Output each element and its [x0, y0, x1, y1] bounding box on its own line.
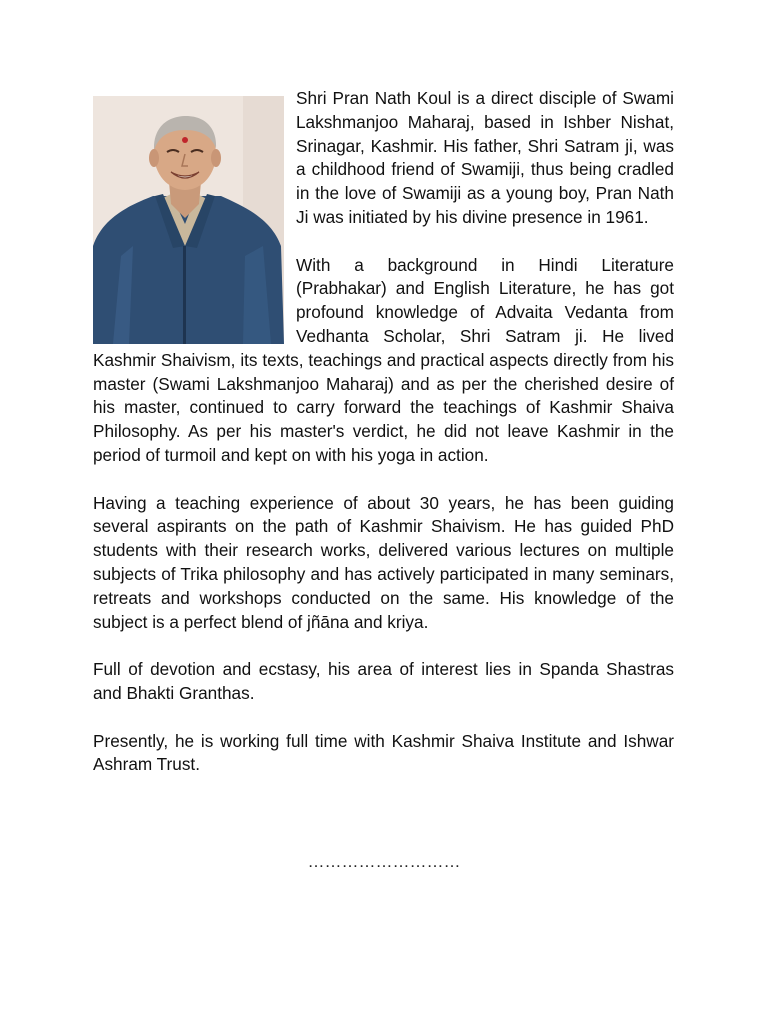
bio-paragraph-5: Presently, he is working full time with Kashmir Shaiva Institute and Ishwar Ashram Trust. [93, 730, 674, 775]
portrait-photo [93, 96, 284, 344]
bio-paragraph-3: Having a teaching experience of about 30 years, he has been guiding several aspirants on the path of Kashmir Shaivism. He has guided PhD students with their research works, delivered various lectures on multiple subjects of Trika philosophy and has actively participated in many seminars, retreats and workshops conducted on the same. His knowledge of the subject is a perfect blend of jñāna and kriya. [93, 492, 674, 632]
bio-paragraph-1: Shri Pran Nath Koul is a direct disciple of Swami Lakshmanjoo Maharaj, based in Ishber Nishat, Srinagar, Kashmir. His father, Shri Satram ji, was a childhood friend of Swamiji, thus being cradled in the love of Swamiji as a young boy, Pran Nath Ji was initiated by his divine presence in 1961. [296, 88, 674, 227]
bio-page [93, 87, 674, 801]
bio-paragraph-2: With a background in Hindi Literature (Prabhakar) and English Literature, he has got profound knowledge of Advaita Vedanta from Vedhanta Scholar, Shri Satram ji. He lived Kashmir Shaivism, its texts, teachings and practical aspects directly from his master (Swami Lakshmanjoo Maharaj) and as per the cherished desire of his master, continued to carry forward the teachings of Kashmir Shaiva Philosophy. As per his master's verdict, he did not leave Kashmir in the period of turmoil and kept on with his yoga in action. [93, 254, 674, 465]
bio-paragraph-4: Full of devotion and ecstasy, his area of interest lies in Spanda Shastras and Bhakti Granthas. [93, 659, 674, 703]
closing-dots: ……………………… [307, 852, 461, 871]
